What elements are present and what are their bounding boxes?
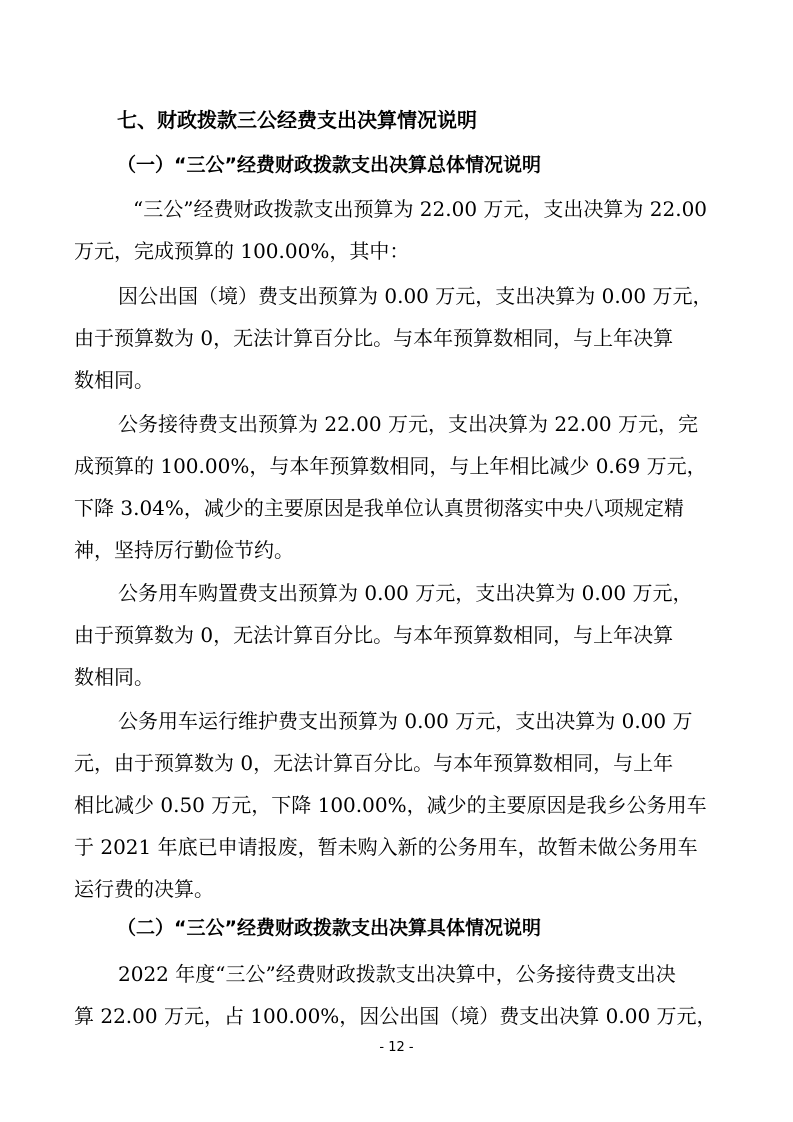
text-line: 因公出国（境）费支出预算为 0.00 万元，支出决算为 0.00 万元， xyxy=(118,284,713,308)
text-line: 元，由于预算数为 0，无法计算百分比。与本年预算数相同，与上年 xyxy=(74,751,674,775)
text-line: 于 2021 年底已申请报废，暂未购入新的公务用车，故暂未做公务用车 xyxy=(74,835,698,859)
text-line: 下降 3.04%，减少的主要原因是我单位认真贯彻落实中央八项规定精 xyxy=(74,496,684,520)
text-line: 公务用车购置费支出预算为 0.00 万元，支出决算为 0.00 万元， xyxy=(118,581,693,605)
text-line: 数相同。 xyxy=(74,368,154,392)
text-line: 公务用车运行维护费支出预算为 0.00 万元，支出决算为 0.00 万 xyxy=(118,709,693,733)
subsection-title-detail: （二）“三公”经费财政拨款支出决算具体情况说明 xyxy=(117,917,541,939)
text-line: 成预算的 100.00%，与本年预算数相同，与上年相比减少 0.69 万元， xyxy=(74,454,707,478)
text-line: 相比减少 0.50 万元，下降 100.00%，减少的主要原因是我乡公务用车 xyxy=(74,793,707,817)
text-line: 公务接待费支出预算为 22.00 万元，支出决算为 22.00 万元，完 xyxy=(118,412,698,436)
page-number: - 12 - xyxy=(379,1040,414,1055)
subsection-title-overall: （一）“三公”经费财政拨款支出决算总体情况说明 xyxy=(117,154,541,176)
text-line: 神，坚持厉行勤俭节约。 xyxy=(74,538,294,562)
text-line: 2022 年度“三公”经费财政拨款支出决算中，公务接待费支出决 xyxy=(118,962,676,986)
text-line: “三公”经费财政拨款支出预算为 22.00 万元，支出决算为 22.00 xyxy=(133,197,708,221)
text-line: 万元，完成预算的 100.00%，其中： xyxy=(74,239,410,263)
text-line: 运行费的决算。 xyxy=(74,877,214,901)
section-heading: 七、财政拨款三公经费支出决算情况说明 xyxy=(117,108,477,132)
text-line: 数相同。 xyxy=(74,665,154,689)
text-line: 算 22.00 万元，占 100.00%，因公出国（境）费支出决算 0.00 万元， xyxy=(74,1004,717,1028)
text-line: 由于预算数为 0，无法计算百分比。与本年预算数相同，与上年决算 xyxy=(74,326,674,350)
text-line: 由于预算数为 0，无法计算百分比。与本年预算数相同，与上年决算 xyxy=(74,623,674,647)
